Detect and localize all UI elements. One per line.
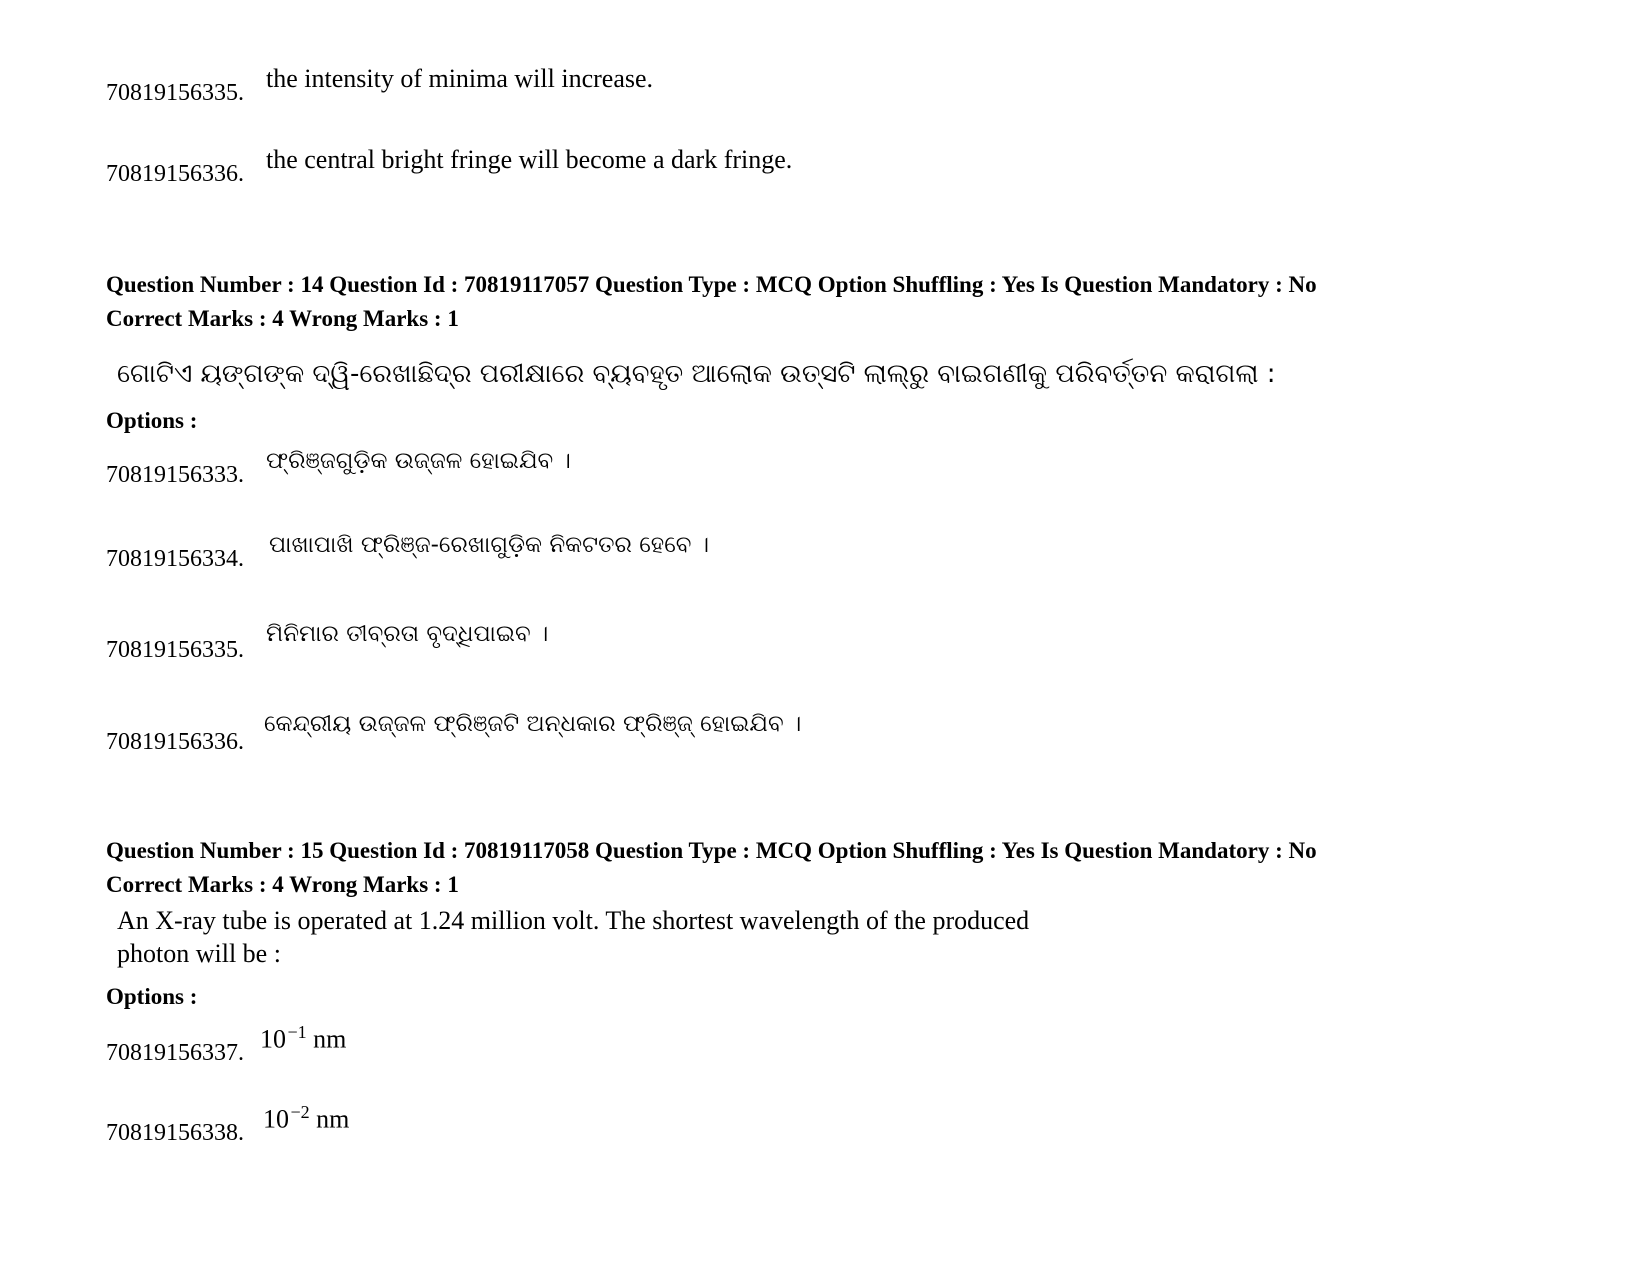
- option-text: [263, 1102, 349, 1135]
- question-header: Question Number : 15 Question Id : 70819117058 Question Type : MCQ Option Shuffling : Yes Is Question Mandatory : No: [106, 838, 1317, 863]
- option-id: 70819156335.: [106, 637, 244, 663]
- option-exponent: −1: [287, 1022, 307, 1042]
- options-label: Options :: [106, 408, 198, 433]
- option-text: ପାଖାପାଖି ଫ୍ରିଞ୍ଜ-ରେଖାଗୁଡ଼ିକ ନିକଟତର ହେବେ ।: [269, 532, 710, 558]
- option-text: ମିନିମାର ତୀବ୍ରତା ବୃଦ୍ଧିପାଇବ ।: [266, 621, 549, 647]
- question-stem-line: An X-ray tube is operated at 1.24 million volt. The shortest wavelength of the produced: [117, 906, 1030, 935]
- option-text: the central bright fringe will become a dark fringe.: [266, 145, 793, 174]
- option-id: 70819156338.: [106, 1120, 244, 1146]
- option-unit: nm: [316, 1104, 350, 1134]
- option-id: 70819156336.: [106, 161, 244, 187]
- option-id: 70819156335.: [106, 80, 244, 106]
- option-id: 70819156336.: [106, 729, 244, 755]
- option-base: 10: [260, 1024, 286, 1054]
- option-id: 70819156333.: [106, 462, 244, 488]
- option-unit: nm: [313, 1024, 347, 1054]
- option-text: ଫ୍ରିଞ୍ଜଗୁଡ଼ିକ ଉଜ୍ଜଳ ହୋଇଯିବ ।: [266, 448, 571, 474]
- options-label: Options :: [106, 984, 198, 1009]
- question-marks: Correct Marks : 4 Wrong Marks : 1: [106, 306, 459, 331]
- question-stem: ଗୋଟିଏ ୟଙ୍ଗଙ୍କ ଦ୍ୱି-ରେଖାଛିଦ୍ର ପରୀକ୍ଷାରେ ବ୍ୟବହୃତ ଆଲୋକ ଉତ୍ସଟି ଲାଲ୍‌ରୁ ବାଇଗଣୀକୁ ପରିବର୍ତ୍ତନ କରାଗଲା :: [117, 359, 1276, 389]
- option-text: କେନ୍ଦ୍ରୀୟ ଉଜ୍ଜଳ ଫ୍ରିଞ୍ଜଟି ଅନ୍ଧକାର ଫ୍ରିଞ୍ଜ୍ ହୋଇଯିବ ।: [264, 711, 802, 737]
- option-base: 10: [263, 1104, 289, 1134]
- question-marks: Correct Marks : 4 Wrong Marks : 1: [106, 872, 459, 897]
- question-header: Question Number : 14 Question Id : 70819117057 Question Type : MCQ Option Shuffling : Yes Is Question Mandatory : No: [106, 272, 1317, 297]
- option-text: the intensity of minima will increase.: [266, 64, 654, 93]
- option-exponent: −2: [290, 1102, 310, 1122]
- option-id: 70819156334.: [106, 546, 244, 572]
- question-stem-line: photon will be :: [117, 939, 281, 968]
- option-text: [260, 1022, 346, 1055]
- option-id: 70819156337.: [106, 1040, 244, 1066]
